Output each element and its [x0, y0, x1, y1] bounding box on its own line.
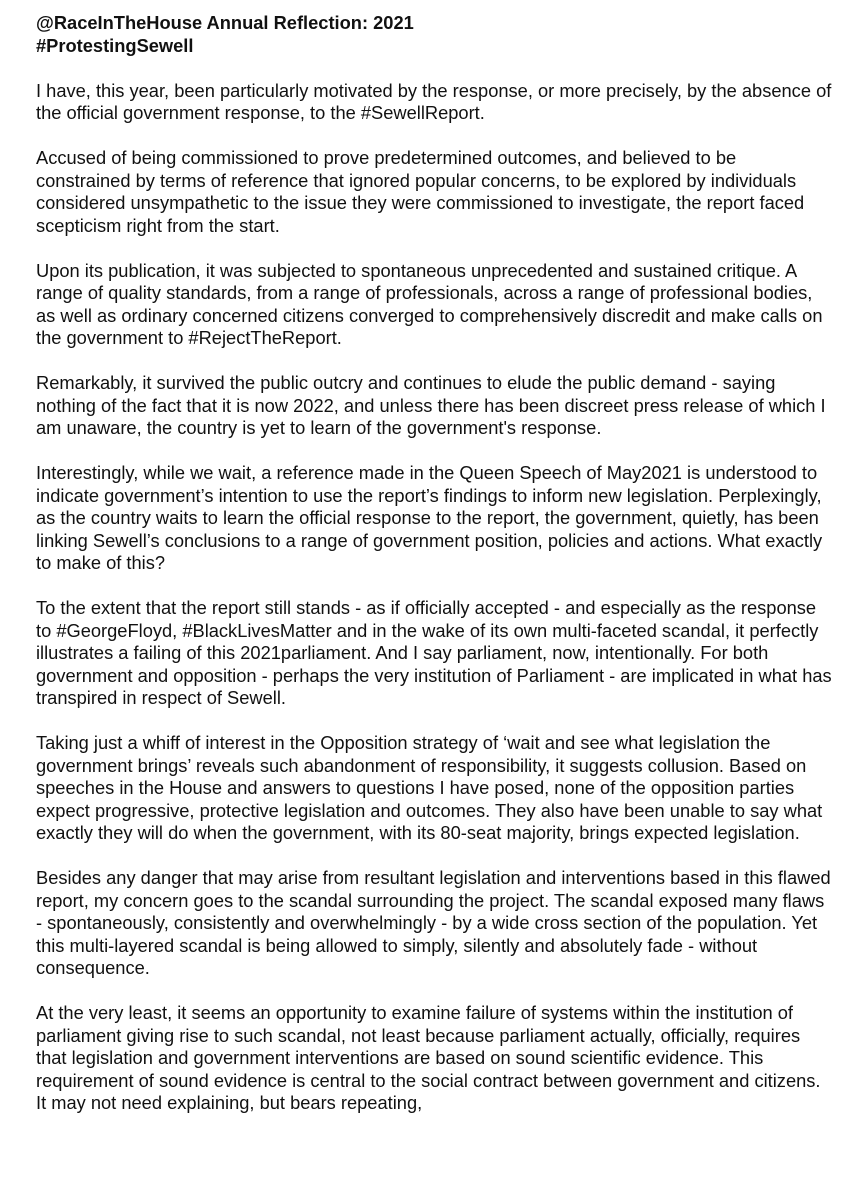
paragraph-1: I have, this year, been particularly motivated by the response, or more precisely, by the absence of the official government response, to the #SewellReport.: [36, 79, 832, 123]
paragraph-9: At the very least, it seems an opportunity to examine failure of systems within the institution of parliament giving rise to such scandal, not least because parliament actually, officially, requires that legislation and government interventions are based on sound scientific evidence. This requirement of sound evidence is central to the social contract between government and citizens. It may not need explaining, but bears repeating,: [36, 1002, 821, 1113]
paragraph-2: Accused of being commissioned to prove predetermined outcomes, and believed to be constrained by terms of reference that ignored popular concerns, to be explored by individuals considered unsympathetic to the issue they were commissioned to investigate, the report faced scepticism right from the start.: [36, 147, 805, 236]
document-title: [36, 12, 834, 57]
title-line-2: #ProtestingSewell: [36, 34, 194, 56]
paragraph-3: Upon its publication, it was subjected to spontaneous unprecedented and sustained critique. A range of quality standards, from a range of professionals, across a range of professional bodies, as well as ordinary concerned citizens converged to comprehensively discredit and make calls on the government to #RejectTheReport.: [36, 259, 823, 348]
paragraph-5: Interestingly, while we wait, a reference made in the Queen Speech of May2021 is understood to indicate government’s intention to use the report’s findings to inform new legislation. Perplexingly, as the country waits to learn the official response to the report, the government, quietly, has been linking Sewell’s conclusions to a range of government position, policies and actions. What exactly to make of this?: [36, 462, 823, 573]
paragraph-7: Taking just a whiff of interest in the Opposition strategy of ‘wait and see what legislation the government brings’ reveals such abandonment of responsibility, it suggests collusion. Based on speeches in the House and answers to questions I have posed, none of the opposition parties expect progressive, protective legislation and outcomes. They also have been unable to say what exactly they will do when the government, with its 80-seat majority, brings expected legislation.: [36, 732, 823, 843]
paragraph-6: To the extent that the report still stands - as if officially accepted - and especially as the response to #GeorgeFloyd, #BlackLivesMatter and in the wake of its own multi-faceted scandal, it perfectly illustrates a failing of this 2021parliament. And I say parliament, now, intentionally. For both government and opposition - perhaps the very institution of Parliament - are implicated in what has transpired in respect of Sewell.: [36, 597, 832, 708]
paragraph-4: Remarkably, it survived the public outcry and continues to elude the public demand - saying nothing of the fact that it is now 2022, and unless there has been discreet press release of which I am unaware, the country is yet to learn of the government's response.: [36, 372, 826, 438]
title-line-1: @RaceInTheHouse Annual Reflection: 2021: [36, 12, 414, 33]
paragraph-8: Besides any danger that may arise from resultant legislation and interventions based in this flawed report, my concern goes to the scandal surrounding the project. The scandal exposed many flaws - spontaneously, consistently and overwhelmingly - by a wide cross section of the population. Yet this multi-layered scandal is being allowed to simply, silently and absolutely fade - without consequence.: [36, 867, 831, 978]
